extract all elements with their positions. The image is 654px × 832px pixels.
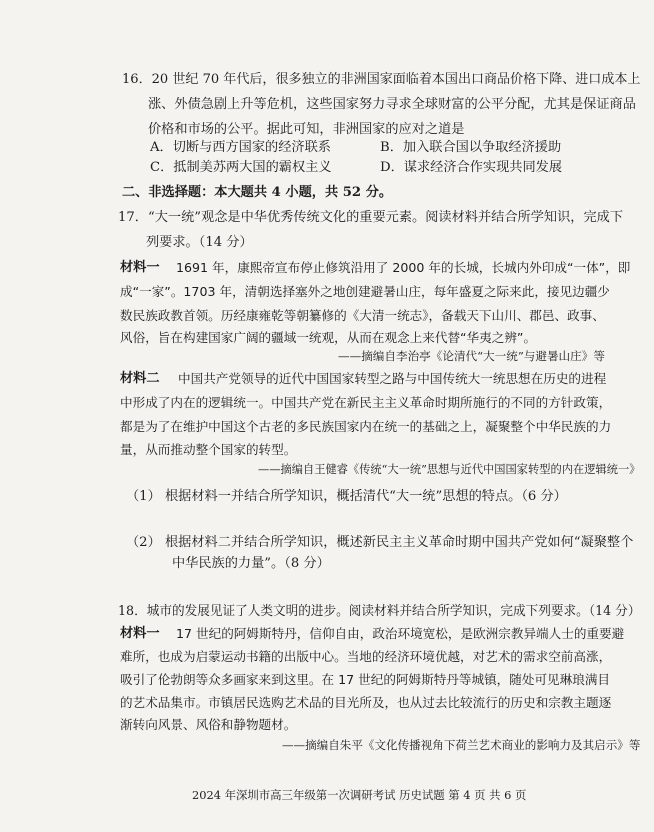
q16-text-line-3: 价格和市场的公平。据此可知，非洲国家的应对之道是 [148, 122, 465, 137]
q18-material-1-line-1: 17 世纪的阿姆斯特丹，信仰自由，政治环境宽松，是欧洲宗教异端人士的重要避 [176, 626, 625, 641]
page-footer: 2024 年深圳市高三年级第一次调研考试 历史试题 第 4 页 共 6 页 [192, 788, 527, 802]
q16-text-line-1: 16．20 世纪 70 年代后，很多独立的非洲国家面临着本国出口商品价格下降、进口成本上 [122, 72, 641, 87]
q16-option-c: C．抵制美苏两大国的霸权主义 [150, 160, 332, 175]
q18-text-line-1: 18．城市的发展见证了人类文明的进步。阅读材料并结合所学知识，完成下列要求。（14 分） [118, 604, 641, 619]
q17-subquestion-2-line-1: （2） 根据材料二并结合所学知识，概述新民主主义革命时期中国共产党如何“凝聚整个 [126, 535, 634, 550]
q17-material-1-label: 材料一 [120, 260, 160, 275]
section-2-heading: 二、非选择题：本大题共 4 小题，共 52 分。 [122, 185, 393, 200]
q16-option-a: A．切断与西方国家的经济联系 [150, 140, 331, 155]
q17-subquestion-2-line-2: 中华民族的力量”。（8 分） [172, 556, 330, 571]
q18-material-1-line-4: 的艺术品集市。市镇居民选购艺术品的目光所及，也从过去比较流行的历史和宗教主题逐 [120, 695, 612, 710]
q17-material-2-label: 材料二 [120, 371, 160, 386]
q17-text-line-1: 17．“大一统”观念是中华优秀传统文化的重要元素。阅读材料并结合所学知识，完成下 [118, 210, 624, 225]
q17-material-2-line-1: 中国共产党领导的近代中国国家转型之路与中国传统大一统思想在历史的进程 [178, 371, 607, 386]
q17-text-line-2: 列要求。（14 分） [146, 235, 253, 250]
q18-material-1-line-5: 渐转向风景、风俗和静物题材。 [120, 717, 297, 732]
q18-material-1-line-3: 吸引了伦勃朗等众多画家来到这里。在 17 世纪的阿姆斯特丹等城镇，随处可见琳琅满目 [120, 672, 611, 687]
q17-material-2-line-2: 中形成了内在的逻辑统一。中国共产党在新民主主义革命时期所施行的不同的方针政策， [120, 395, 612, 410]
q17-material-1-line-3: 数民族政教首领。历经康雍乾等朝纂修的《大清一统志》，备载天下山川、郡邑、政事、 [120, 308, 605, 323]
q18-material-1-label: 材料一 [120, 626, 160, 641]
q16-option-d: D．谋求经济合作实现共同发展 [380, 160, 563, 175]
q17-material-2-line-3: 都是为了在维护中国这个古老的多民族国家内在统一的基础之上，凝聚整个中华民族的力 [120, 419, 612, 434]
q18-material-1-line-2: 难所，也成为启蒙运动书籍的出版中心。当地的经济环境优越，对艺术的需求空前高涨， [120, 649, 612, 664]
q16-option-b: B．加入联合国以争取经济援助 [380, 140, 562, 155]
q17-material-1-source: ——摘编自李治亭《论清代“大一统”与避暑山庄》等 [338, 349, 605, 363]
q17-material-1-line-4: 风俗，旨在构建国家广阔的疆域一统观，从而在观念上来代替“华夷之辨”。 [120, 330, 537, 345]
q17-material-1-line-1: 1691 年，康熙帝宣布停止修筑沿用了 2000 年的长城，长城内外印成“一体”，即 [176, 260, 631, 275]
q17-material-2-line-4: 量，从而推动整个国家的转型。 [120, 442, 297, 457]
q17-material-1-line-2: 成“一家”。1703 年，清朝选择塞外之地创建避暑山庄，每年盛夏之际来此，接见边疆少 [120, 284, 610, 299]
q17-subquestion-1: （1） 根据材料一并结合所学知识，概括清代“大一统”思想的特点。（6 分） [126, 489, 567, 504]
q17-material-2-source: ——摘编自王健睿《传统“大一统”思想与近代中国国家转型的内在逻辑统一》 [258, 462, 641, 476]
q16-text-line-2: 涨、外债急剧上升等危机，这些国家努力寻求全球财富的公平分配，尤其是保证商品 [148, 97, 636, 112]
q18-material-1-source: ——摘编自朱平《文化传播视角下荷兰艺术商业的影响力及其启示》等 [282, 738, 641, 752]
